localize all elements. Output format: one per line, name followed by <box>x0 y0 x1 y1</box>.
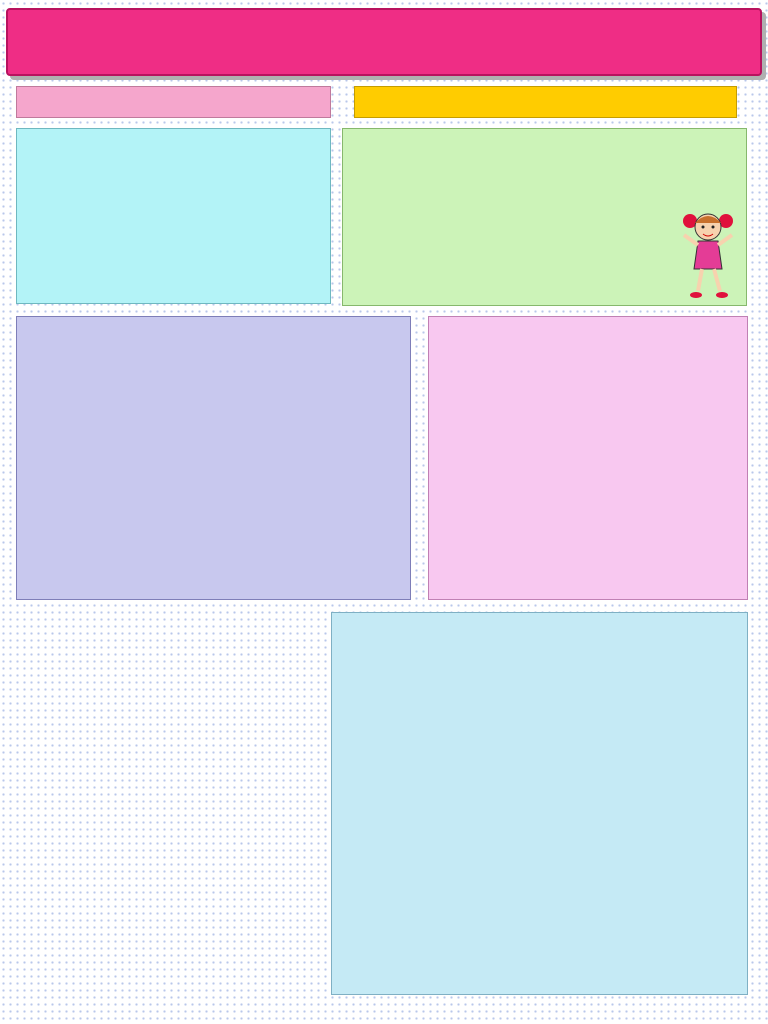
present-simple-panel <box>342 128 747 306</box>
exercise-c-panel <box>331 612 748 995</box>
frequency-scale-panel <box>16 128 331 304</box>
page-title <box>6 8 762 76</box>
exercise-b-panel <box>428 316 748 600</box>
girl-illustration <box>676 205 740 305</box>
header-adverbs-of-frequency <box>16 86 331 118</box>
exercise-a-panel <box>16 316 411 600</box>
header-use-of-adverbs <box>354 86 737 118</box>
